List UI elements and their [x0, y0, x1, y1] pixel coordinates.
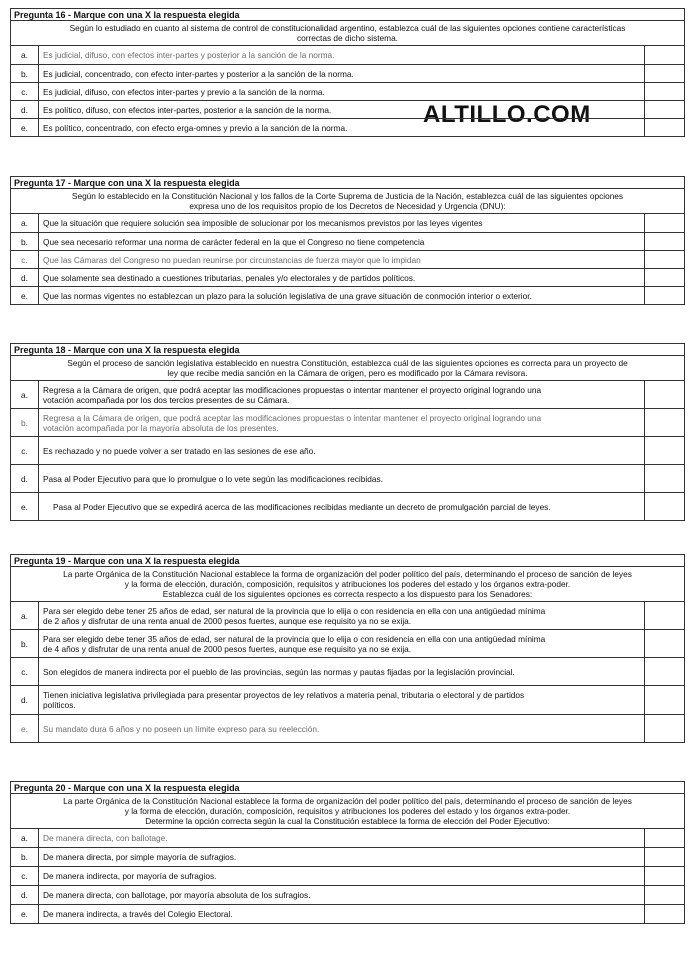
answer-box-20e[interactable]: [644, 905, 684, 924]
option-text: Para ser elegido debe tener 35 años de edad, ser natural de la provincia que lo elija o con residencia en ella con una antigüedad mínima de 4 años y disfrutar de una renta anual de 2000 pesos fuertes, aunque ese requisito ya no se exija.: [39, 630, 645, 658]
answer-box-17d[interactable]: [644, 269, 684, 287]
option-text: Son elegidos de manera indirecta por el pueblo de las provincias, según las normas y pautas fijadas por la legislación provincial.: [39, 658, 645, 686]
option-letter: c.: [11, 83, 39, 101]
answer-box-19a[interactable]: [644, 602, 684, 630]
question-header: Pregunta 20 - Marque con una X la respuesta elegida: [11, 782, 685, 794]
answer-box-19e[interactable]: [644, 715, 684, 743]
option-text: Que las normas vigentes no establezcan un plazo para la solución legislativa de una grave situación de conmoción interior o exterior.: [39, 287, 645, 305]
question-17: [10, 176, 685, 305]
option-text: De manera directa, con ballotage.: [39, 829, 645, 848]
option-letter: b.: [11, 409, 39, 437]
question-19: [10, 554, 685, 743]
option-letter: a.: [11, 214, 39, 233]
option-letter: a.: [11, 602, 39, 630]
option-letter: c.: [11, 251, 39, 269]
option-letter: d.: [11, 101, 39, 119]
answer-box-20d[interactable]: [644, 886, 684, 905]
answer-box-16a[interactable]: [644, 46, 684, 65]
answer-box-17c[interactable]: [644, 251, 684, 269]
option-text: Pasa al Poder Ejecutivo que se expedirá acerca de las modificaciones recibidas mediante un decreto de promulgación parcial de leyes.: [39, 493, 645, 521]
option-text: De manera directa, por simple mayoría de sufragios.: [39, 848, 645, 867]
option-letter: e.: [11, 119, 39, 137]
question-stem: Según el proceso de sanción legislativa establecido en nuestra Constitución, establezca cuál de las siguientes opciones es correcta para un proyecto de ley que recibe media sanción en la Cámara de origen, pero es modificado por la Cámara revisora.: [11, 356, 685, 381]
answer-box-19c[interactable]: [644, 658, 684, 686]
answer-box-16e[interactable]: [644, 119, 684, 137]
answer-box-17a[interactable]: [644, 214, 684, 233]
answer-box-16d[interactable]: [644, 101, 684, 119]
answer-box-18c[interactable]: [644, 437, 684, 465]
option-letter: a.: [11, 829, 39, 848]
question-header: Pregunta 19 - Marque con una X la respuesta elegida: [11, 555, 685, 567]
option-letter: b.: [11, 65, 39, 83]
answer-box-18b[interactable]: [644, 409, 684, 437]
question-header: Pregunta 18 - Marque con una X la respuesta elegida: [11, 344, 685, 356]
option-text: De manera directa, con ballotage, por mayoría absoluta de los sufragios.: [39, 886, 645, 905]
option-letter: e.: [11, 493, 39, 521]
option-letter: c.: [11, 437, 39, 465]
option-letter: d.: [11, 269, 39, 287]
option-letter: e.: [11, 905, 39, 924]
option-letter: c.: [11, 658, 39, 686]
option-letter: c.: [11, 867, 39, 886]
answer-box-20a[interactable]: [644, 829, 684, 848]
option-text: Que solamente sea destinado a cuestiones tributarias, penales y/o electorales y de partidos políticos.: [39, 269, 645, 287]
option-text: Es judicial, difuso, con efectos inter-partes y previo a la sanción de la norma.: [39, 83, 645, 101]
option-letter: a.: [11, 381, 39, 409]
option-letter: b.: [11, 233, 39, 251]
answer-box-17b[interactable]: [644, 233, 684, 251]
option-text: Es judicial, difuso, con efectos inter-partes y posterior a la sanción de la norma.: [39, 46, 645, 65]
answer-box-16c[interactable]: [644, 83, 684, 101]
option-text: Que la situación que requiere solución sea imposible de solucionar por los mecanismos previstos por las leyes vigentes: [39, 214, 645, 233]
option-letter: d.: [11, 886, 39, 905]
question-16: [10, 8, 685, 137]
answer-box-20c[interactable]: [644, 867, 684, 886]
option-letter: d.: [11, 465, 39, 493]
option-letter: e.: [11, 715, 39, 743]
option-letter: e.: [11, 287, 39, 305]
question-stem: Según lo establecido en la Constitución Nacional y los fallos de la Corte Suprema de Justicia de la Nación, establezca cuál de las siguientes opciones expresa uno de los requisitos propio de los Decretos de Necesidad y Urgencia (DNU):: [11, 189, 685, 214]
question-20: [10, 781, 685, 924]
option-text: De manera indirecta, a través del Colegio Electoral.: [39, 905, 645, 924]
answer-box-17e[interactable]: [644, 287, 684, 305]
option-letter: b.: [11, 630, 39, 658]
option-text: Para ser elegido debe tener 25 años de edad, ser natural de la provincia que lo elija o con residencia en ella con una antigüedad mínima de 2 años y disfrutar de una renta anual de 2000 pesos fuertes, aunque ese requisito ya no se exija.: [39, 602, 645, 630]
question-stem: Según lo estudiado en cuanto al sistema de control de constitucionalidad argentino, establezca cuál de las siguientes opciones contiene características correctas de dicho sistema.: [11, 21, 685, 46]
option-letter: b.: [11, 848, 39, 867]
answer-box-18a[interactable]: [644, 381, 684, 409]
option-letter: d.: [11, 686, 39, 715]
option-text: Pasa al Poder Ejecutivo para que lo promulgue o lo vete según las modificaciones recibidas.: [39, 465, 645, 493]
answer-box-20b[interactable]: [644, 848, 684, 867]
option-letter: a.: [11, 46, 39, 65]
option-text: De manera indirecta, por mayoría de sufragios.: [39, 867, 645, 886]
option-text: Su mandato dura 6 años y no poseen un límite expreso para su reelección.: [39, 715, 645, 743]
question-stem: La parte Orgánica de la Constitución Nacional establece la forma de organización del poder político del país, determinando el proceso de sanción de leyes y la forma de elección, duración, composición, requisitos y atribuciones los poderes del estado y los órganos extra-poder. Establezca cuál de los siguientes opciones es correcta respecto a los dispuesto para los Senadores:: [11, 567, 685, 602]
question-stem: La parte Orgánica de la Constitución Nacional establece la forma de organización del poder político del país, determinando el proceso de sanción de leyes y la forma de elección, duración, composición, requisitos y atribuciones los poderes del estado y los órganos extra-poder. Determine la opción correcta según la cual la Constitución establece la forma de elección del Poder Ejecutivo:: [11, 794, 685, 829]
answer-box-19b[interactable]: [644, 630, 684, 658]
option-text: Es político, difuso, con efectos inter-partes, posterior a la sanción de la norma.: [39, 101, 645, 119]
answer-box-19d[interactable]: [644, 686, 684, 715]
answer-box-18d[interactable]: [644, 465, 684, 493]
option-text: Tienen iniciativa legislativa privilegiada para presentar proyectos de ley relativos a materia penal, tributaria o electoral y de partidos políticos.: [39, 686, 645, 715]
question-header: Pregunta 17 - Marque con una X la respuesta elegida: [11, 177, 685, 189]
watermark: ALTILLO.COM: [423, 101, 591, 128]
option-text: Es judicial, concentrado, con efecto inter-partes y posterior a la sanción de la norma.: [39, 65, 645, 83]
question-18: [10, 343, 685, 521]
answer-box-18e[interactable]: [644, 493, 684, 521]
option-text: Regresa a la Cámara de origen, que podrá aceptar las modificaciones propuestas o intentar mantener el proyecto original logrando una votación acompañada por los dos tercios presentes de su Cámara.: [39, 381, 645, 409]
option-text: Es rechazado y no puede volver a ser tratado en las sesiones de ese año.: [39, 437, 645, 465]
option-text: Regresa a la Cámara de origen, que podrá aceptar las modificaciones propuestas o intentar mantener el proyecto original logrando una votación acompañada por la mayoría absoluta de los presentes.: [39, 409, 645, 437]
option-text: Es político, concentrado, con efecto erga-omnes y previo a la sanción de la norma.: [39, 119, 645, 137]
option-text: Que sea necesario reformar una norma de carácter federal en la que el Congreso no tiene competencia: [39, 233, 645, 251]
option-text: Que las Cámaras del Congreso no puedan reunirse por circunstancias de fuerza mayor que lo impidan: [39, 251, 645, 269]
question-header: Pregunta 16 - Marque con una X la respuesta elegida: [11, 9, 685, 21]
answer-box-16b[interactable]: [644, 65, 684, 83]
